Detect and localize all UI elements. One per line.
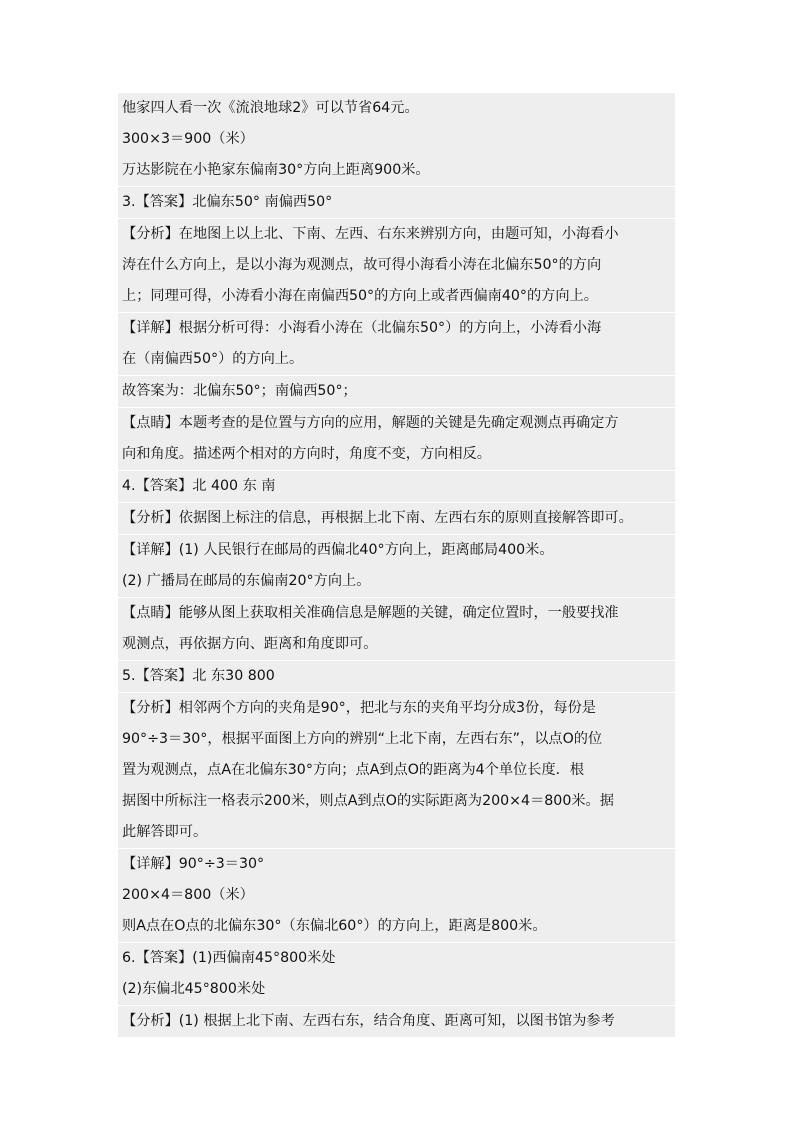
text-line: 【分析】在地图上以上北、下南、左西、右东来辨别方向，由题可知，小海看小 [118, 219, 675, 250]
text-line: 置为观测点，点A在北偏东30°方向；点A到点O的距离为4个单位长度．根 [118, 755, 675, 786]
text-line: 向和角度。描述两个相对的方向时，角度不变，方向相反。 [118, 439, 675, 470]
text-line: 则A点在O点的北偏东30°（东偏北60°）的方向上，距离是800米。 [118, 911, 675, 942]
text-line: 他家四人看一次《流浪地球2》可以节省64元。 [118, 93, 675, 124]
text-line: 【分析】相邻两个方向的夹角是90°，把北与东的夹角平均分成3份，每份是 [118, 693, 675, 724]
text-line: (2) 广播局在邮局的东偏南20°方向上。 [118, 566, 675, 597]
text-line: 6.【答案】(1)西偏南45°800米处 [118, 943, 675, 974]
text-line: 在（南偏西50°）的方向上。 [118, 344, 675, 375]
text-line: 万达影院在小艳家东偏南30°方向上距离900米。 [118, 155, 675, 186]
text-line: 据图中所标注一格表示200米，则点A到点O的实际距离为200×4＝800米。据 [118, 786, 675, 817]
text-line: 观测点，再依据方向、距离和角度即可。 [118, 629, 675, 660]
text-line: 【详解】(1) 人民银行在邮局的西偏北40°方向上，距离邮局400米。 [118, 535, 675, 566]
text-line: 3.【答案】北偏东50° 南偏西50° [118, 187, 675, 218]
text-line: 故答案为：北偏东50°；南偏西50°； [118, 376, 675, 407]
text-line: 90°÷3＝30°，根据平面图上方向的辨别“上北下南，左西右东”，以点O的位 [118, 724, 675, 755]
text-line: 【分析】依据图上标注的信息，再根据上北下南、左西右东的原则直接解答即可。 [118, 503, 675, 534]
text-line: 【点睛】本题考查的是位置与方向的应用，解题的关键是先确定观测点再确定方 [118, 408, 675, 439]
document-body [118, 93, 675, 1037]
text-line: 5.【答案】北 东30 800 [118, 661, 675, 692]
text-line: 此解答即可。 [118, 817, 675, 848]
text-line: 300×3＝900（米） [118, 124, 675, 155]
text-line: (2)东偏北45°800米处 [118, 974, 675, 1005]
text-line: 【详解】90°÷3＝30° [118, 849, 675, 880]
text-line: 【详解】根据分析可得：小海看小涛在（北偏东50°）的方向上，小涛看小海 [118, 313, 675, 344]
text-line: 【分析】(1) 根据上北下南、左西右东，结合角度、距离可知，以图书馆为参考 [118, 1006, 675, 1037]
text-line: 上；同理可得，小涛看小海在南偏西50°的方向上或者西偏南40°的方向上。 [118, 281, 675, 312]
text-line: 4.【答案】北 400 东 南 [118, 471, 675, 502]
text-line: 【点睛】能够从图上获取相关准确信息是解题的关键，确定位置时，一般要找准 [118, 598, 675, 629]
text-line: 200×4＝800（米） [118, 880, 675, 911]
text-line: 涛在什么方向上，是以小海为观测点，故可得小海看小涛在北偏东50°的方向 [118, 250, 675, 281]
